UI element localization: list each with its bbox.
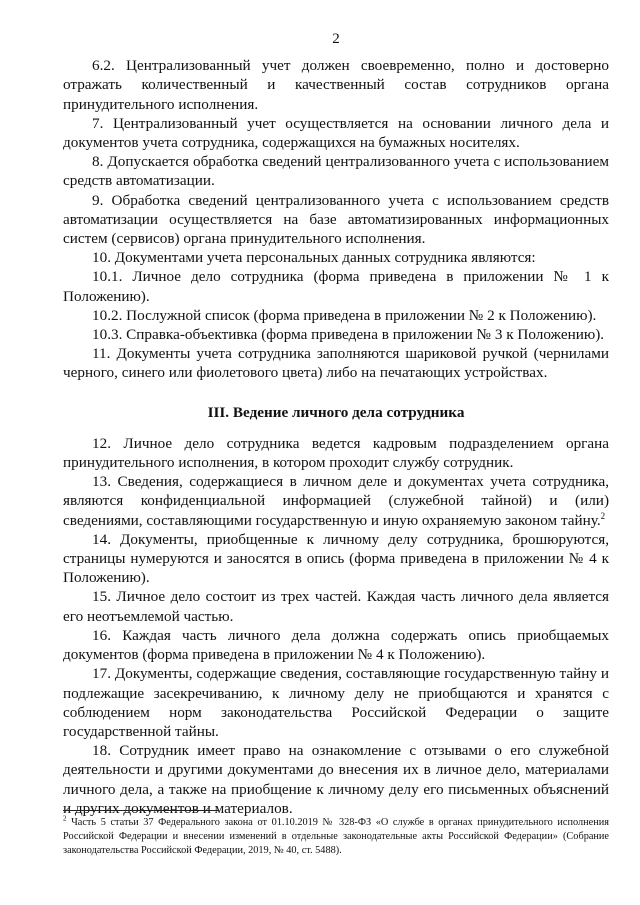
paragraph-8: 8. Допускается обработка сведений централизованного учета с использованием средств автоматизации. bbox=[63, 153, 609, 190]
footnote-text: Часть 5 статьи 37 Федерального закона от 01.10.2019 № 328-ФЗ «О службе в органах принудительного исполнения Российской Федерации и внесении изменений в отдельные законодательные акты Российской Федерации» (Собрание законодательства Российской Федерации, 2019, № 40, ст. 5488). bbox=[63, 817, 609, 857]
paragraph-15: 15. Личное дело состоит из трех частей. Каждая часть личного дела является его неотъемлемой частью. bbox=[63, 588, 609, 625]
paragraph-17: 17. Документы, содержащие сведения, составляющие государственную тайну и подлежащие засекречиванию, к личному делу не приобщаются и хранятся с соблюдением норм законодательства Российской Федерации о защите государственной тайны. bbox=[63, 665, 609, 740]
paragraph-10-3: 10.3. Справка-объективка (форма приведена в приложении № 3 к Положению). bbox=[92, 326, 605, 344]
footnote-mark: 2 bbox=[63, 814, 67, 823]
paragraph-13-text: 13. Сведения, содержащиеся в личном деле и документах учета сотрудника, являются конфиденциальной информацией (служебной тайной) и (или) сведениями, составляющими государственную и иную охраняемую законом тайну. bbox=[63, 473, 609, 529]
paragraph-7: 7. Централизованный учет осуществляется на основании личного дела и документов учета сотрудника, содержащихся на бумажных носителях. bbox=[63, 114, 609, 152]
footnote-divider bbox=[63, 810, 218, 811]
footnote-reference[interactable]: 2 bbox=[600, 510, 606, 521]
paragraph-12: 12. Личное дело сотрудника ведется кадровым подразделением органа принудительного исполнения, в котором проходит службу сотрудник. bbox=[63, 434, 609, 472]
paragraph-10-1: 10.1. Личное дело сотрудника (форма приведена в приложении № 1 к Положению). bbox=[63, 268, 609, 305]
page-number: 2 bbox=[332, 31, 340, 47]
paragraph-6-2: 6.2. Централизованный учет должен своевременно, полно и достоверно отражать количественный и качественный состав сотрудников органа принудительного исполнения. bbox=[63, 57, 609, 113]
paragraph-14: 14. Документы, приобщенные к личному делу сотрудника, брошюруются, страницы нумеруются и заносятся в опись (форма приведена в приложении № 4 к Положению). bbox=[63, 530, 609, 587]
paragraph-13 bbox=[63, 472, 609, 530]
paragraph-16: 16. Каждая часть личного дела должна содержать опись приобщаемых документов (форма приведена в приложении № 4 к Положению). bbox=[63, 626, 609, 664]
paragraph-10: 10. Документами учета персональных данных сотрудника являются: bbox=[92, 249, 536, 267]
paragraph-18: 18. Сотрудник имеет право на ознакомление с отзывами о его служебной деятельности и другими документами до внесения их в личное дело, материалами личного дела, а также на приобщение к личному делу его письменных объяснений и других документов и материалов. bbox=[63, 742, 609, 817]
footnotes bbox=[63, 810, 609, 859]
section-title: III. Ведение личного дела сотрудника bbox=[207, 403, 465, 421]
paragraph-9: 9. Обработка сведений централизованного учета с использованием средств автоматизации осуществляется на базе автоматизированных информационных систем (сервисов) органа принудительного исполнения. bbox=[63, 191, 609, 248]
footnote-2 bbox=[63, 816, 609, 859]
paragraph-10-2: 10.2. Послужной список (форма приведена в приложении № 2 к Положению). bbox=[92, 306, 597, 324]
paragraph-11: 11. Документы учета сотрудника заполняются шариковой ручкой (чернилами черного, синего или фиолетового цвета) либо на печатающих устройствах. bbox=[63, 345, 609, 382]
